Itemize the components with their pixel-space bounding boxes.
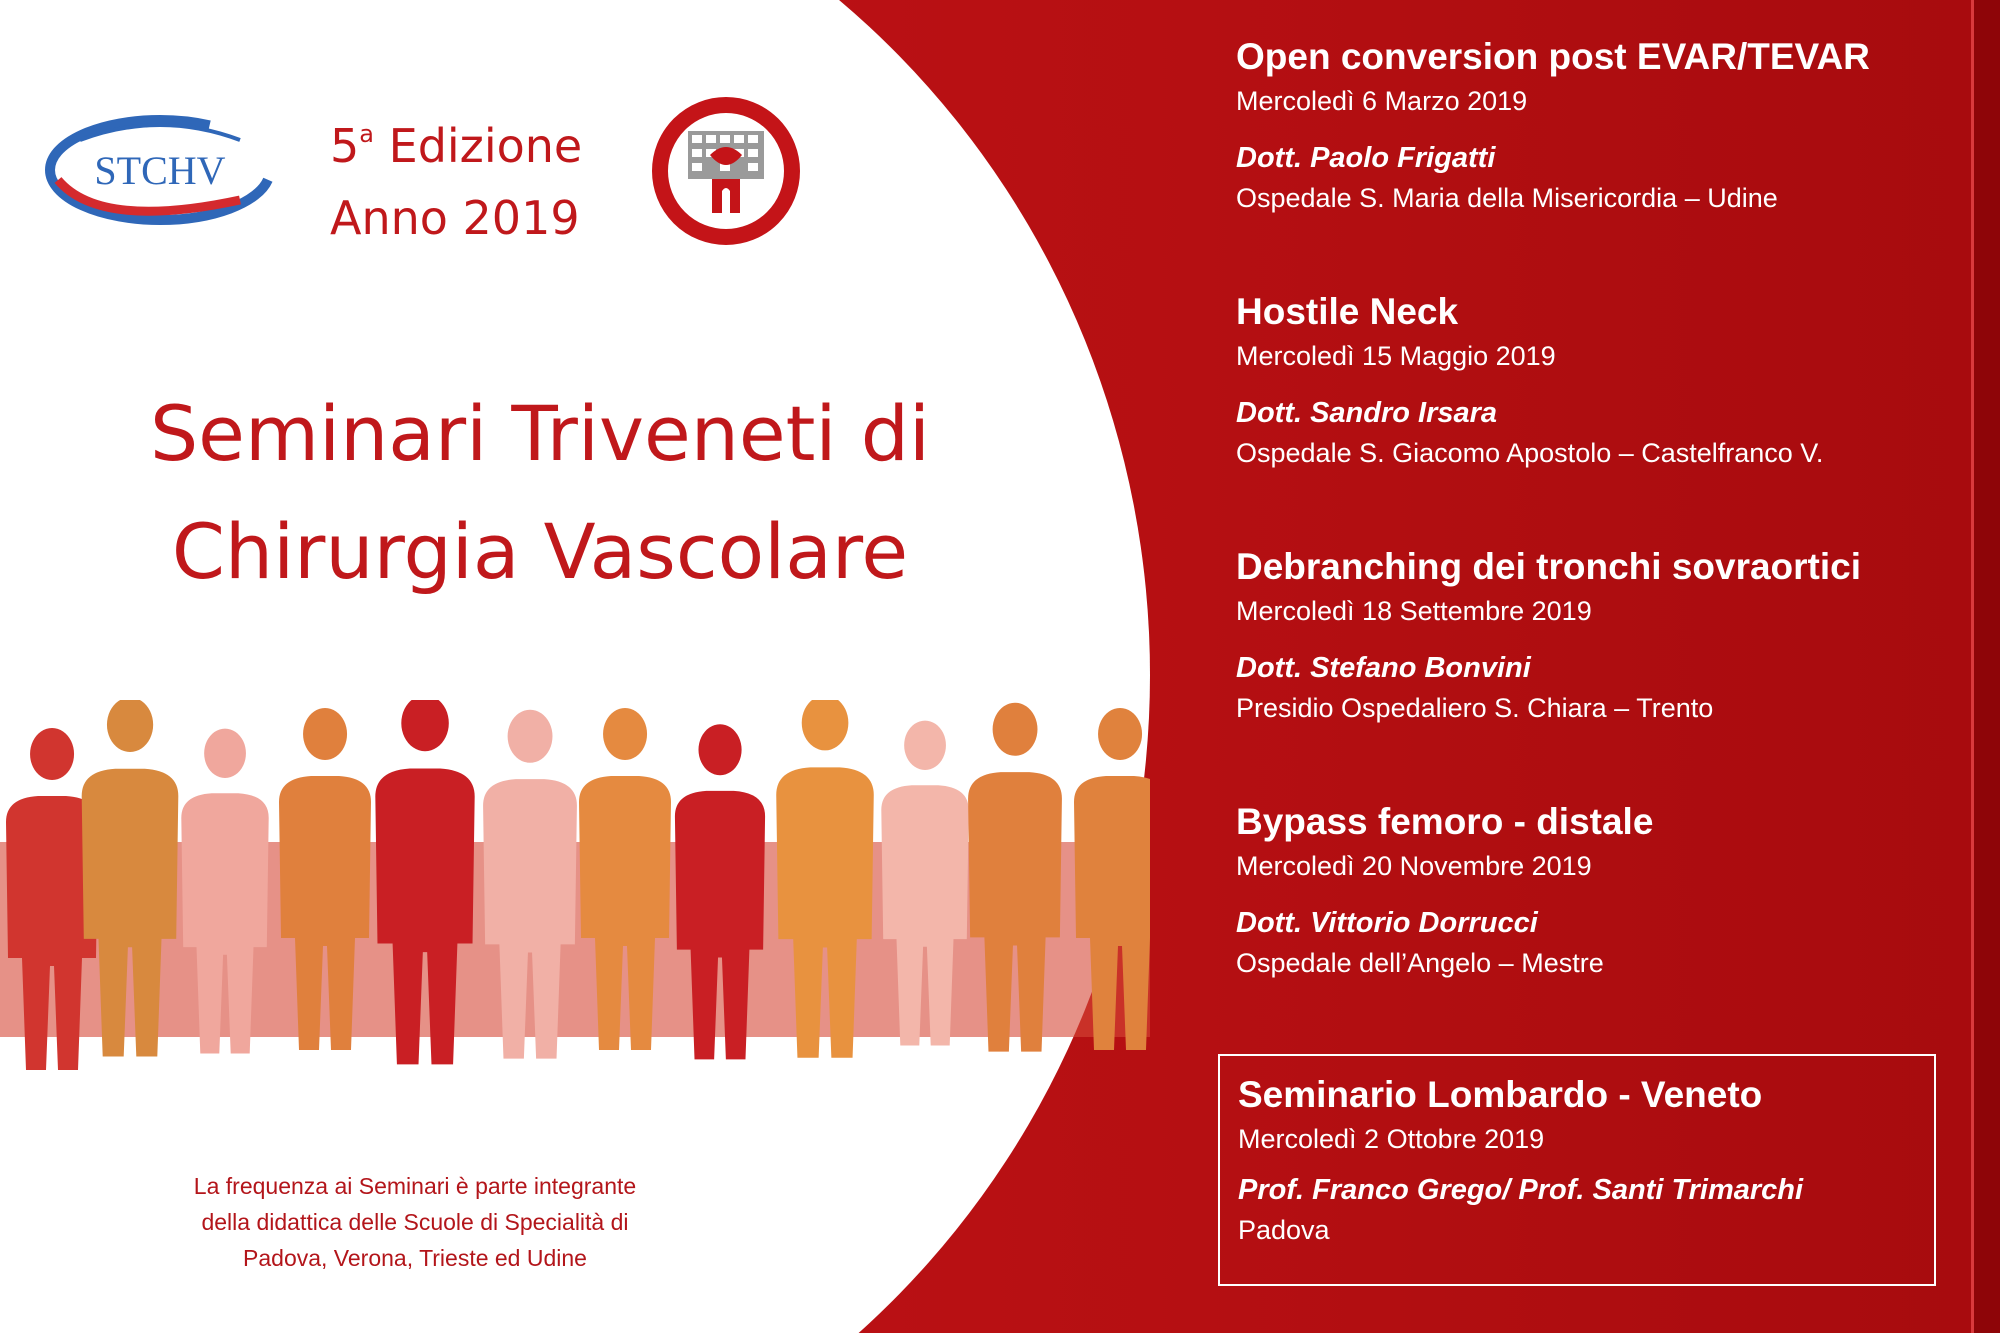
people-silhouettes-image bbox=[0, 700, 1150, 1100]
footer-note-line-1: La frequenza ai Seminari è parte integrante bbox=[193, 1173, 637, 1199]
person-silhouette bbox=[375, 700, 474, 1064]
seminar-date: Mercoledì 15 Maggio 2019 bbox=[1236, 341, 1556, 371]
person-silhouette bbox=[881, 721, 968, 1046]
edition-suffix: a bbox=[359, 120, 374, 148]
special-seminar-place: Padova bbox=[1238, 1215, 1330, 1245]
stchv-logo-text: STCHV bbox=[94, 148, 226, 193]
person-silhouette bbox=[279, 708, 371, 1050]
seminar-title: Open conversion post EVAR/TEVAR bbox=[1236, 36, 1870, 77]
seminar-place: Presidio Ospedaliero S. Chiara – Trento bbox=[1236, 693, 1714, 723]
seminar-item bbox=[1236, 289, 1936, 544]
footer-note bbox=[110, 1168, 720, 1276]
person-silhouette bbox=[968, 703, 1062, 1052]
seminar-speaker: Dott. Paolo Frigatti bbox=[1236, 142, 1496, 174]
edition-number: 5 bbox=[330, 119, 360, 173]
seminar-date: Mercoledì 6 Marzo 2019 bbox=[1236, 86, 1528, 116]
seminar-title: Debranching dei tronchi sovraortici bbox=[1236, 546, 1862, 587]
seminar-place: Ospedale dell’Angelo – Mestre bbox=[1236, 948, 1604, 978]
person-silhouette bbox=[1074, 708, 1150, 1050]
seminar-place: Ospedale S. Giacomo Apostolo – Castelfranco V. bbox=[1236, 438, 1824, 468]
stchv-logo bbox=[40, 100, 280, 240]
person-silhouette bbox=[675, 724, 765, 1059]
hospital-seal-icon bbox=[650, 95, 802, 247]
right-edge-bar bbox=[1974, 0, 2000, 1333]
title-line-1: Seminari Triveneti di bbox=[149, 389, 931, 478]
seminar-item bbox=[1236, 799, 1936, 1054]
seminar-speaker: Dott. Vittorio Dorrucci bbox=[1236, 907, 1538, 939]
person-silhouette bbox=[776, 700, 874, 1058]
person-silhouette bbox=[181, 729, 268, 1054]
edition-word: Edizione bbox=[388, 119, 583, 173]
seminar-place: Ospedale S. Maria della Misericordia – Udine bbox=[1236, 183, 1778, 213]
seminar-schedule bbox=[1236, 34, 1936, 1054]
title-line-2: Chirurgia Vascolare bbox=[171, 507, 909, 596]
person-silhouette bbox=[82, 700, 179, 1057]
special-seminar-box bbox=[1218, 1054, 1936, 1286]
poster-title bbox=[60, 375, 1020, 611]
seminar-title: Bypass femoro - distale bbox=[1236, 801, 1654, 842]
seminar-speaker: Dott. Stefano Bonvini bbox=[1236, 652, 1531, 684]
seminar-item bbox=[1236, 544, 1936, 799]
edition-year: Anno 2019 bbox=[330, 191, 580, 245]
person-silhouette bbox=[483, 710, 577, 1059]
special-seminar-date: Mercoledì 2 Ottobre 2019 bbox=[1238, 1124, 1545, 1154]
special-seminar-title: Seminario Lombardo - Veneto bbox=[1238, 1074, 1763, 1115]
seminar-date: Mercoledì 20 Novembre 2019 bbox=[1236, 851, 1592, 881]
person-silhouette bbox=[579, 708, 671, 1050]
seminar-item bbox=[1236, 34, 1936, 289]
seminar-speaker: Dott. Sandro Irsara bbox=[1236, 397, 1498, 429]
special-seminar-speaker: Prof. Franco Grego/ Prof. Santi Trimarchi bbox=[1238, 1174, 1804, 1206]
seminar-title: Hostile Neck bbox=[1236, 291, 1459, 332]
seminar-date: Mercoledì 18 Settembre 2019 bbox=[1236, 596, 1592, 626]
edition-block bbox=[330, 98, 582, 254]
footer-note-line-3: Padova, Verona, Trieste ed Udine bbox=[243, 1245, 587, 1271]
footer-note-line-2: della didattica delle Scuole di Specialità di bbox=[201, 1209, 629, 1235]
edition-line bbox=[330, 98, 582, 182]
